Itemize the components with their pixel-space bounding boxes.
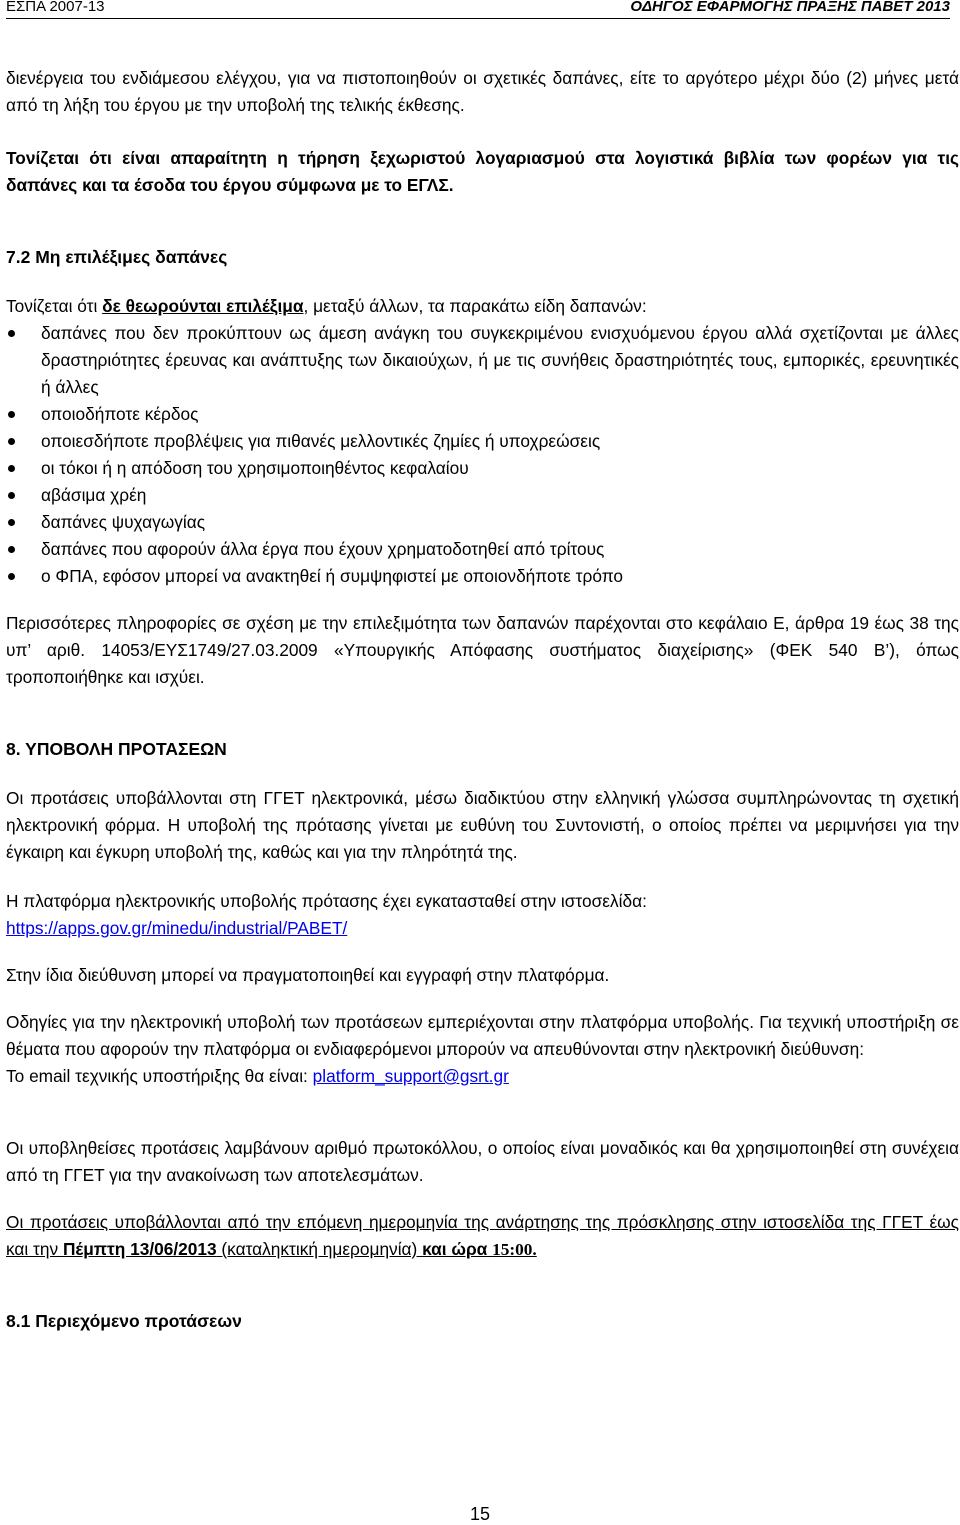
list-item-text: οποιεσδήποτε προβλέψεις για πιθανές μελλοντικές ζημίες ή υποχρεώσεις	[41, 431, 601, 451]
page-content	[6, 65, 959, 1335]
bullet-icon	[8, 492, 15, 499]
header-guide-title: ΟΔΗΓΟΣ ΕΦΑΡΜΟΓΗΣ ΠΡΑΞΗΣ ΠΑΒΕΤ 2013	[630, 0, 950, 15]
protocol-paragraph: Οι υποβληθείσες προτάσεις λαμβάνουν αριθμό πρωτοκόλλου, ο οποίος είναι μοναδικός και θα χρησιμοποιηθεί στη συνέχεια από τη ΓΓΕΤ για την ανακοίνωση των αποτελεσμάτων.	[6, 1138, 959, 1185]
list-item-text: αβάσιμα χρέη	[41, 485, 147, 505]
list-item-text: δαπάνες που αφορούν άλλα έργα που έχουν χρηματοδοτηθεί από τρίτους	[41, 539, 605, 559]
list-item	[6, 428, 959, 455]
bullet-icon	[8, 519, 15, 526]
deadline-text-2: (καταληκτική ημερομηνία)	[216, 1239, 423, 1259]
bullet-icon	[8, 573, 15, 580]
section-7-2-heading: 7.2 Μη επιλέξιμες δαπάνες	[6, 247, 228, 267]
list-item	[6, 320, 959, 401]
ineligible-lead-after: , μεταξύ άλλων, τα παρακάτω είδη δαπανών:	[303, 296, 647, 316]
support-email-label: Το email τεχνικής υποστήριξης θα είναι:	[6, 1066, 313, 1086]
list-item-text: δαπάνες που δεν προκύπτουν ως άμεση ανάγκη του συγκεκριμένου ενισχυόμενου έργου αλλά σχετίζονται με άλλες δραστηριότητες έρευνας και ανάπτυξης των δικαιούχων, ή με τις συνήθεις δραστηριότητές τους, εμπορικές, ερευνητικές ή άλλες	[41, 323, 959, 397]
list-item	[6, 401, 959, 428]
page-header	[6, 0, 950, 19]
deadline-text-1: Οι προτάσεις υποβάλλονται από την επόμενη ημερομηνία της ανάρτησης της πρόσκλησης στην ιστοσελίδα της ΓΓΕΤ έως και την	[6, 1212, 959, 1259]
list-item-text: οποιοδήποτε κέρδος	[41, 404, 199, 424]
support-email-link[interactable]: platform_support@gsrt.gr	[312, 1066, 509, 1086]
bullet-icon	[8, 438, 15, 445]
list-item	[6, 509, 959, 536]
bullet-icon	[8, 330, 15, 337]
deadline-paragraph	[6, 1209, 959, 1263]
bullet-icon	[8, 546, 15, 553]
bullet-icon	[8, 465, 15, 472]
list-item	[6, 563, 959, 590]
list-item-text: ο ΦΠΑ, εφόσον μπορεί να ανακτηθεί ή συμψηφιστεί με οποιονδήποτε τρόπο	[41, 566, 623, 586]
ineligible-expenses-list	[6, 320, 959, 590]
platform-url-line	[6, 915, 959, 942]
deadline-date: Πέμπτη 13/06/2013	[62, 1239, 217, 1259]
egls-note: Τονίζεται ότι είναι απαραίτητη η τήρηση ξεχωριστού λογαριασμού στα λογιστικά βιβλία των φορέων για τις δαπάνες και τα έσοδα του έργου σύμφωνα με το ΕΓΛΣ.	[6, 148, 959, 195]
support-email-line	[6, 1063, 959, 1090]
list-item	[6, 482, 959, 509]
instructions-paragraph: Οδηγίες για την ηλεκτρονική υποβολή των προτάσεων εμπεριέχονται στην πλατφόρμα υποβολής. Για τεχνική υποστήριξη σε θέματα που αφορούν την πλατφόρμα οι ενδιαφερόμενοι μπορούν να απευθύνονται στην ηλεκτρονική διεύθυνση:	[6, 1012, 959, 1059]
page-number: 15	[469, 1504, 491, 1524]
submission-paragraph: Οι προτάσεις υποβάλλονται στη ΓΓΕΤ ηλεκτρονικά, μέσω διαδικτύου στην ελληνική γλώσσα συμπληρώνοντας τη σχετική ηλεκτρονική φόρμα. Η υποβολή της πρότασης γίνεται με ευθύνη του Συντονιστή, ο οποίος πρέπει να μεριμνήσει για την έγκαιρη και έγκυρη υποβολή της, καθώς και για την πληρότητά της.	[6, 788, 959, 862]
ineligible-lead-before: Τονίζεται ότι	[6, 296, 103, 316]
ineligible-emphasis: δε θεωρούνται επιλέξιμα	[102, 296, 304, 316]
deadline-time: 15:00.	[492, 1240, 537, 1259]
list-item	[6, 455, 959, 482]
section-8-heading: 8. ΥΠΟΒΟΛΗ ΠΡΟΤΑΣΕΩΝ	[6, 739, 227, 759]
eligibility-more-info: Περισσότερες πληροφορίες σε σχέση με την επιλεξιμότητα των δαπανών παρέχονται στο κεφάλαιο Ε, άρθρα 19 έως 38 της υπ’ αριθ. 14053/ΕΥΣ1749/27.03.2009 «Υπουργικής Απόφασης συστήματος διαχείρισης» (ΦΕΚ 540 Β’), όπως τροποποιήθηκε και ισχύει.	[6, 613, 959, 687]
list-item	[6, 536, 959, 563]
ineligible-lead	[6, 293, 959, 320]
platform-link[interactable]: https://apps.gov.gr/minedu/industrial/PABET/	[6, 918, 348, 938]
section-8-1-heading: 8.1 Περιεχόμενο προτάσεων	[6, 1311, 242, 1331]
list-item-text: δαπάνες ψυχαγωγίας	[41, 512, 206, 532]
deadline-time-label: και ώρα	[422, 1239, 493, 1259]
bullet-icon	[8, 411, 15, 418]
registration-paragraph: Στην ίδια διεύθυνση μπορεί να πραγματοποιηθεί και εγγραφή στην πλατφόρμα.	[6, 965, 610, 985]
platform-paragraph: Η πλατφόρμα ηλεκτρονικής υποβολής πρότασης έχει εγκατασταθεί στην ιστοσελίδα:	[6, 891, 647, 911]
header-program: ΕΣΠΑ 2007-13	[6, 0, 105, 15]
intro-paragraph: διενέργεια του ενδιάμεσου ελέγχου, για να πιστοποιηθούν οι σχετικές δαπάνες, είτε το αργότερο μέχρι δύο (2) μήνες μετά από τη λήξη του έργου με την υποβολή της τελικής έκθεσης.	[6, 68, 959, 115]
list-item-text: οι τόκοι ή η απόδοση του χρησιμοποιηθέντος κεφαλαίου	[41, 458, 469, 478]
